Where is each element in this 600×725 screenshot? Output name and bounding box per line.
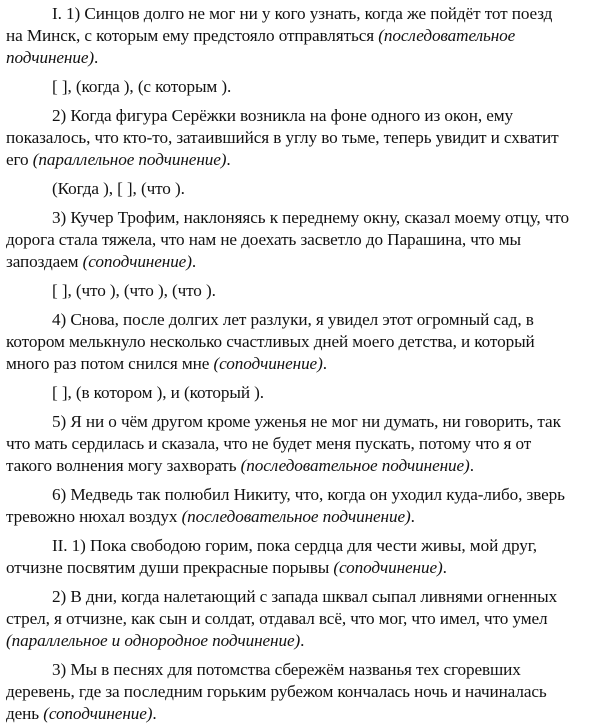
paragraph-line: (параллельное и однородное подчинение). bbox=[6, 631, 305, 650]
line-text: дорога стала тяжела, что нам не доехать засветло до Парашина, что мы bbox=[6, 230, 521, 249]
line-text: много раз потом снился мне bbox=[6, 354, 214, 373]
paragraph-line: подчинение). bbox=[6, 48, 99, 67]
paragraph-line: тревожно нюхал воздух (последовательное подчинение). bbox=[6, 507, 415, 526]
paragraph-line bbox=[6, 608, 592, 630]
line-text: запоздаем bbox=[6, 252, 83, 271]
line-text: котором мелькнуло несколько счастливых дней моего детства, и который bbox=[6, 332, 535, 351]
line-text: 3) Мы в песнях для потомства сбережём названья тех сгоревших bbox=[52, 660, 521, 679]
line-text: такого волнения могу захворать bbox=[6, 456, 241, 475]
subordination-note: подчинение) bbox=[6, 48, 94, 67]
paragraph-line: запоздаем (соподчинение). bbox=[6, 252, 197, 271]
subordination-note: (последовательное подчинение) bbox=[181, 507, 411, 526]
paragraph-line bbox=[6, 484, 592, 506]
scheme-text: (Когда ), [ ], (что ). bbox=[52, 179, 185, 198]
scheme-line bbox=[6, 382, 592, 404]
line-text: I. 1) Синцов долго не мог ни у кого узнать, когда же пойдёт тот поезд bbox=[52, 4, 553, 23]
subordination-note: (параллельное подчинение) bbox=[32, 150, 227, 169]
line-text: 5) Я ни о чём другом кроме уженья не мог ни думать, ни говорить, так bbox=[52, 412, 561, 431]
scheme-text: [ ], (что ), (что ), (что ). bbox=[52, 281, 216, 300]
scheme-line bbox=[6, 280, 592, 302]
subordination-note: (соподчинение) bbox=[82, 252, 192, 271]
subordination-note: (параллельное и однородное подчинение) bbox=[6, 631, 301, 650]
line-text: его bbox=[6, 150, 33, 169]
paragraph-line bbox=[6, 127, 592, 149]
line-text: показалось, что кто-то, затаившийся в углу во тьме, теперь увидит и схватит bbox=[6, 128, 559, 147]
subordination-note: (соподчинение) bbox=[43, 704, 153, 723]
paragraph-line bbox=[6, 681, 592, 703]
line-text: 2) Когда фигура Серёжки возникла на фоне одного из окон, ему bbox=[52, 106, 514, 125]
line-text: 3) Кучер Трофим, наклоняясь к переднему окну, сказал моему отцу, что bbox=[52, 208, 570, 227]
line-text: II. 1) Пока свободою горим, пока сердца для чести живы, мой друг, bbox=[52, 536, 537, 555]
subordination-note: (последовательное bbox=[378, 26, 516, 45]
line-text: 2) В дни, когда налетающий с запада шквал сыпал ливнями огненных bbox=[52, 587, 558, 606]
line-text: день bbox=[6, 704, 44, 723]
line-text: что мать сердилась и сказала, что не будет меня пускать, потому что я от bbox=[6, 434, 532, 453]
paragraph-line bbox=[6, 411, 592, 433]
paragraph-line: отчизне посвятим души прекрасные порывы (соподчинение). bbox=[6, 558, 447, 577]
line-text: тревожно нюхал воздух bbox=[6, 507, 182, 526]
scheme-line bbox=[6, 178, 592, 200]
paragraph-line bbox=[6, 207, 592, 229]
subordination-note: (соподчинение) bbox=[213, 354, 323, 373]
paragraph-line bbox=[6, 535, 592, 557]
paragraph-line: его (параллельное подчинение). bbox=[6, 150, 231, 169]
paragraph-line bbox=[6, 433, 592, 455]
line-text: стрел, я отчизне, как сын и солдат, отдавал всё, что мог, что имел, что умел bbox=[6, 609, 548, 628]
paragraph-line: день (соподчинение). bbox=[6, 704, 157, 723]
paragraph-line bbox=[6, 3, 592, 25]
line-text: 6) Медведь так полюбил Никиту, что, когда он уходил куда-либо, зверь bbox=[52, 485, 565, 504]
paragraph-line bbox=[6, 25, 592, 47]
paragraph-line: такого волнения могу захворать (последовательное подчинение). bbox=[6, 456, 474, 475]
paragraph-line bbox=[6, 229, 592, 251]
paragraph-line bbox=[6, 309, 592, 331]
paragraph-line bbox=[6, 331, 592, 353]
paragraph-line bbox=[6, 105, 592, 127]
line-text: на Минск, с которым ему предстояло отправляться bbox=[6, 26, 379, 45]
line-text: деревень, где за последним горьким рубежом кончалась ночь и начиналась bbox=[6, 682, 547, 701]
paragraph-line: много раз потом снился мне (соподчинение). bbox=[6, 354, 327, 373]
scheme-text: [ ], (когда ), (с которым ). bbox=[52, 77, 232, 96]
paragraph-line bbox=[6, 659, 592, 681]
subordination-note: (соподчинение) bbox=[333, 558, 443, 577]
subordination-note: (последовательное подчинение) bbox=[240, 456, 470, 475]
line-text: 4) Снова, после долгих лет разлуки, я увидел этот огромный сад, в bbox=[52, 310, 534, 329]
scheme-text: [ ], (в котором ), и (который ). bbox=[52, 383, 264, 402]
line-text: отчизне посвятим души прекрасные порывы bbox=[6, 558, 334, 577]
paragraph-line bbox=[6, 586, 592, 608]
scheme-line bbox=[6, 76, 592, 98]
